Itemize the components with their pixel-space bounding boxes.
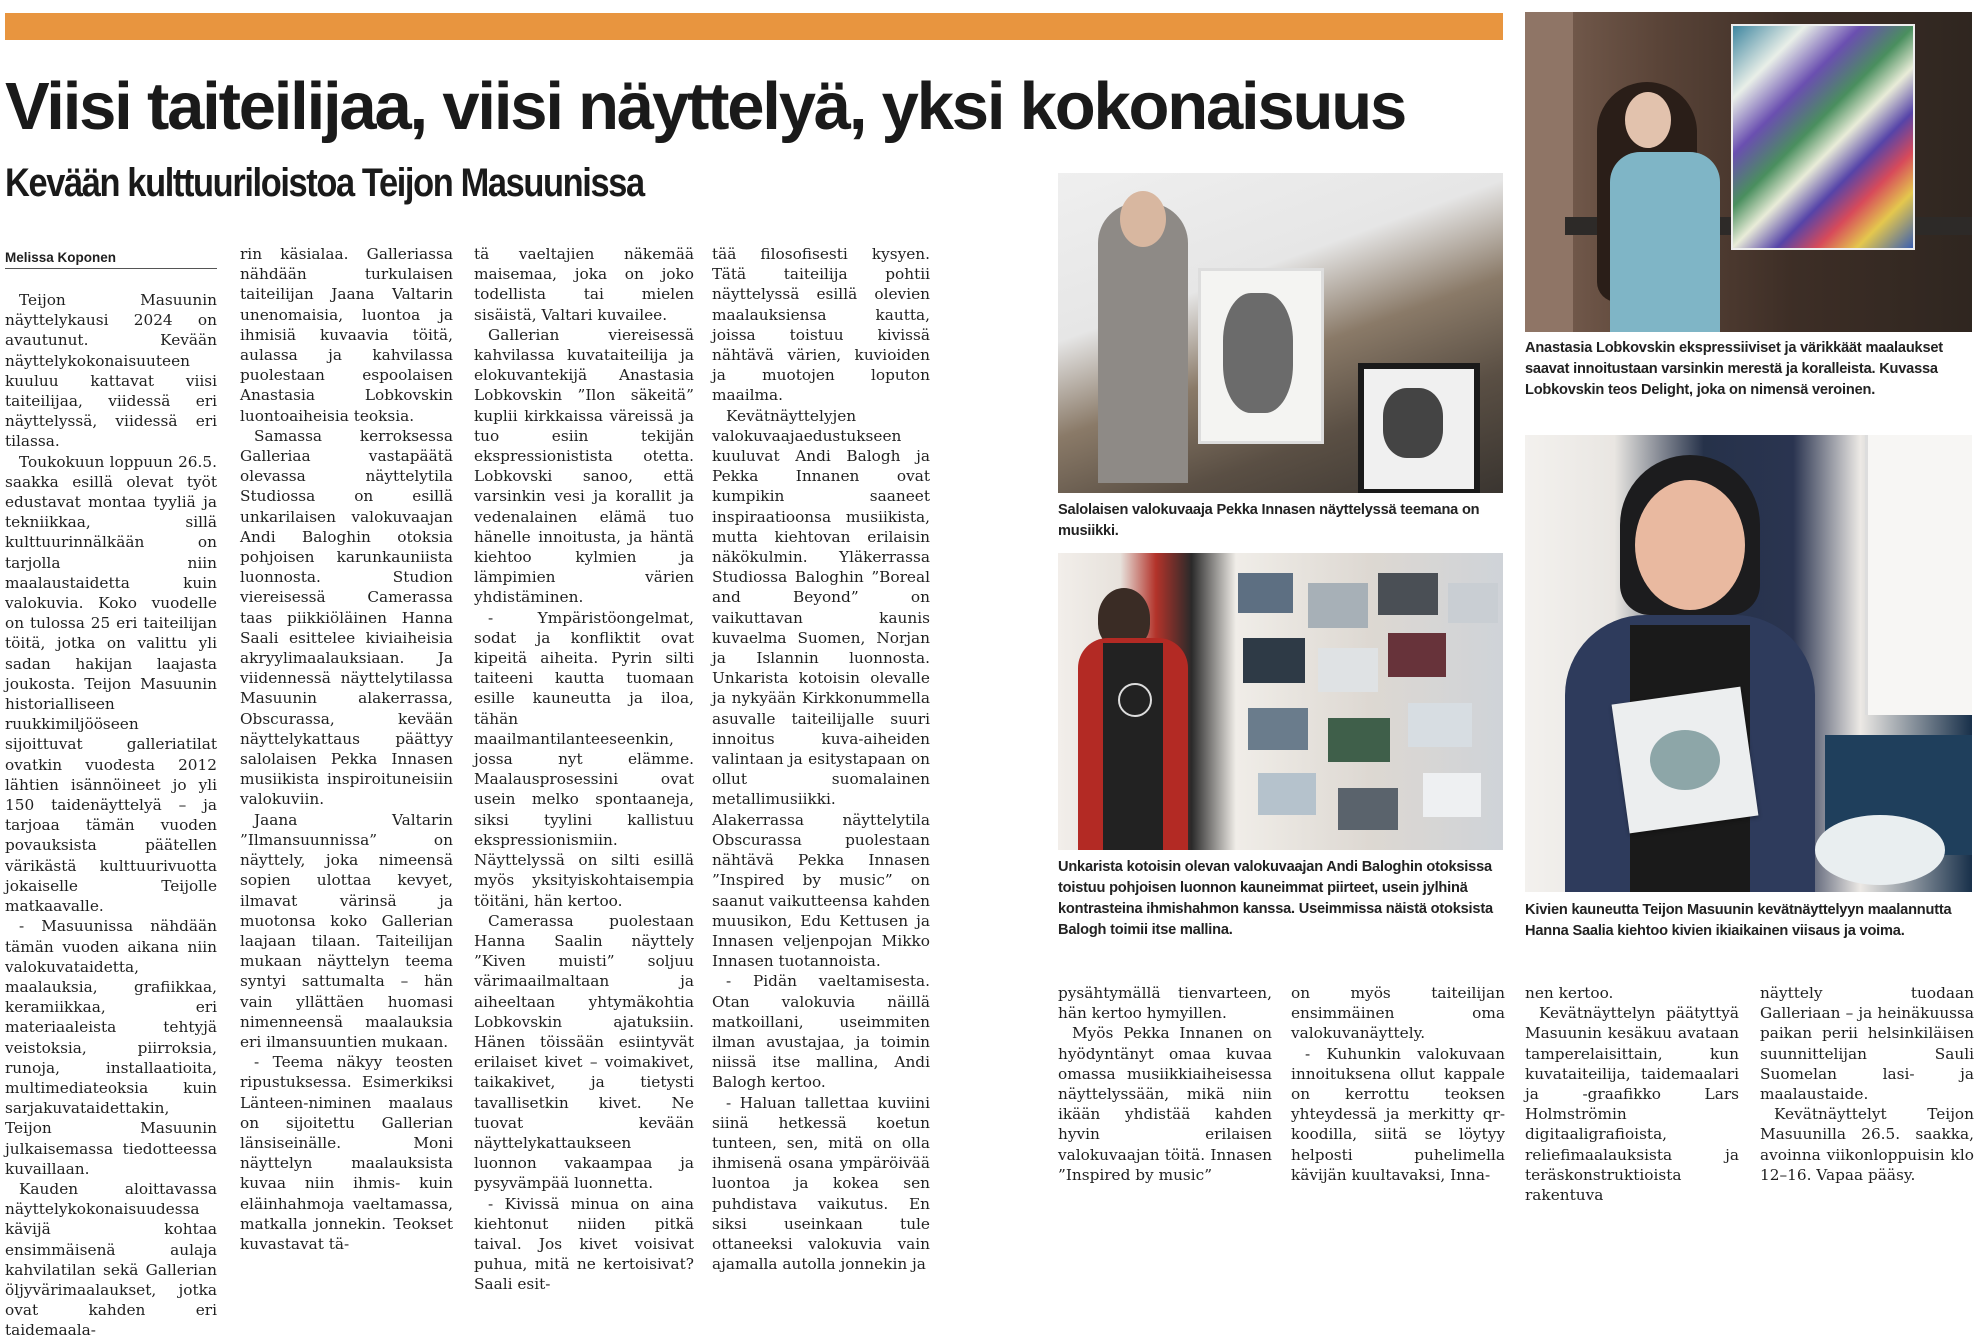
photo-hanna-saali: [1525, 435, 1972, 892]
paragraph: Kevätnäyttelyjen valokuvaajaedustukseen kuuluvat Andi Balogh ja Pekka Innanen ovat kumpikin saaneet inspiraatioonsa musiikista, mutta kiehtovan erilaisin näkökulmin. Yläkerrassa Studiossa Baloghin ”Boreal and Beyond” on vaikuttavan kaunis kuvaelma Suomen, Norjan ja Islannin luonnosta. Unkarista kotoisin olevalle ja nykyään Kirkkonummella asuvalle taiteilijalle suuri innoitus kuva-aiheiden valintaan ja esitystapaan on ollut suomalainen metallimusiikki. Alakerrassa näyttelytila Obscurassa puolestaan nähtävä Pekka Innasen ”Inspired by music” on saanut vaikutteensa kahden muusikon, Edu Kettusen ja Innasen veljenpojan Mikko Innasen tuotannoista.: [712, 406, 930, 971]
paragraph: - Kuhunkin valokuvaan innoituksena ollut kappale on kerrottu teoksen yhteydessä ja merkitty qr-koodilla, siitä se löytyy helposti puhelimella kävijän kuultavaksi, Inna-: [1291, 1044, 1505, 1184]
body-column-8: [1760, 983, 1974, 1185]
photo-caption: Kivien kauneutta Teijon Masuunin kevätnäyttelyyn maalannutta Hanna Saalia kiehtoo kivien ikiaikainen viisaus ja voima.: [1525, 902, 1952, 939]
paragraph: tä vaeltajien näkemää maisemaa, joka on joko todellista tai mielen sisäistä, Valtari kuvailee.: [474, 245, 694, 324]
paragraph: Kauden aloittavassa näyttelykokonaisuudessa kävijä kohtaa ensimmäisenä aulaja kahvilatilan sekä Gallerian öljyvärimaalaukset, jotka ovat kahden eri taidemaala-: [5, 1179, 217, 1340]
paragraph: - Haluan tallettaa kuviini siinä hetkessä koetun tunteen, sen, mitä on olla ihmisenä osana ympäröivää luontoa ja kokea sen puhdistava vaikutus. En siksi useinkaan tule ottaneeksi valokuvia vain ajamalla autolla jonnekin ja: [712, 1093, 930, 1274]
paragraph: Kevätnäyttelyt Teijon Masuunilla 26.5. saakka, avoinna viikonloppuisin klo 12–16. Vapaa pääsy.: [1760, 1105, 1974, 1184]
photo-pekka-innanen: [1058, 173, 1503, 493]
paragraph: - Pidän vaeltamisesta. Otan valokuvia näillä matkoillani, useimmiten ilman avustajaa, ja toimin niissä itse mallina, Andi Balogh kertoo.: [712, 972, 930, 1092]
body-column-1: [5, 290, 217, 1341]
article-subheadline: Kevään kulttuuriloistoa Teijon Masuunissa: [5, 161, 644, 205]
paragraph: rin käsialaa. Galleriassa nähdään turkulaisen taiteilijan Jaana Valtarin unenomaisia, luontoa ja ihmisiä kuvaavia töitä, aulassa ja kahvilassa puolestaan espoolaisen Anastasia Lobkovskin luontoaiheisia teoksia.: [240, 245, 453, 425]
body-column-5: [1058, 983, 1272, 1185]
paragraph: - Teema näkyy teosten ripustuksessa. Esimerkiksi Länteen-niminen maalaus on sijoitettu Gallerian länsiseinälle. Moni näyttelyn maalauksista kuvaa niin ihmis- kuin eläinhahmoja vaeltamassa, matkalla jonnekin. Teokset kuvastavat tä-: [240, 1053, 453, 1253]
photo-caption: Unkarista kotoisin olevan valokuvaajan Andi Baloghin otoksissa toistuu pohjoisen luonnon kauneimmat piirteet, usein jylhinä kontrasteina ihmishahmon kanssa. Useimmissa näistä otoksista Balogh toimii itse mallina.: [1058, 859, 1493, 938]
paragraph: Jaana Valtarin ”Ilmansuunnissa” on näyttely, joka nimeensä sopien ulottaa kevyet, ilmavat värinsä ja muotonsa koko Gallerian laajaan tilaan. Taiteilijan mukaan näyttelyn teema syntyi sattumalta – hän vain yllättäen huomasi nimenneensä maalauksia eri ilmansuuntien mukaan.: [240, 810, 453, 1051]
body-column-3: [474, 244, 694, 1295]
paragraph: nen kertoo.: [1525, 984, 1614, 1002]
photo-anastasia-lobkovski: [1525, 12, 1972, 332]
body-column-7: [1525, 983, 1739, 1205]
article-headline: Viisi taiteilijaa, viisi näyttelyä, yksi kokonaisuus: [5, 69, 1406, 144]
paragraph: Kevätnäyttelyn päätyttyä Masuunin kesäkuu avataan tamperelaisittain, kun kuvataiteilija, taidemaalari ja -graafikko Lars Holmströmin digitaaligrafioista, reliefimaalauksista ja teräskonstruktioista rakentuva: [1525, 1004, 1739, 1205]
paragraph: näyttely tuodaan Galleriaan – ja heinäkuussa paikan perii helsinkiläisen suunnittelijan Sauli Suomelan lasi- ja maalaustaide.: [1760, 984, 1974, 1104]
paragraph: Teijon Masuunin näyttelykausi 2024 on avautunut. Kevään näyttelykokonaisuuteen kuuluu kattavat viisi taiteilijaa, viidessä eri näyttelyssä, viidessä eri tilassa.: [5, 291, 217, 451]
photo-caption: Anastasia Lobkovskin ekspressiiviset ja värikkäät maalaukset saavat innoitustaan varsinkin merestä ja koralleista. Kuvassa Lobkovskin teos Delight, joka on nimensä veroinen.: [1525, 340, 1943, 398]
byline: Melissa Koponen: [5, 250, 217, 269]
body-column-2: [240, 244, 453, 1254]
paragraph: Camerassa puolestaan Hanna Saalin näyttely ”Kiven muisti” soljuu värimaailmaltaan ja aiheeltaan yhtymäkohtia Lobkovskin ajatuksiin. Hänen töissään esiintyvät erilaiset kivet – voimakivet, taikakivet, ja tietysti tavallisetkin kivet. Ne tuovat kevään näyttelykattaukseen luonnon vakaampaa ja pysyvämpää luonnetta.: [474, 911, 694, 1193]
section-accent-bar: [5, 13, 1503, 40]
paragraph: - Ympäristöongelmat, sodat ja konfliktit ovat kipeitä aiheita. Pyrin silti taiteeni kautta tuomaan esille kauneutta ja iloa, tähän maailmantilanteeseenkin, jossa nyt elämme. Maalausprosessini ovat usein melko spontaaneja, siksi tyylini kallistuu ekspressionismiin. Näyttelyssä on silti esillä myös yksityiskohtaisempia töitäni, hän kertoo.: [474, 608, 694, 910]
body-column-6: [1291, 983, 1505, 1185]
paragraph: - Masuunissa nähdään tämän vuoden aikana niin valokuvataidetta, maalauksia, grafiikkaa, keramiikkaa, eri materiaaleista tehtyjä veistoksia, piirroksia, runoja, installaatioita, multimediateoksia kuin sarjakuvataidettakin, Teijon Masuunin julkaisemassa tiedotteessa kuvaillaan.: [5, 917, 217, 1178]
paragraph: pysähtymällä tienvarteen, hän kertoo hymyillen.: [1058, 984, 1272, 1023]
photo-caption: Salolaisen valokuvaaja Pekka Innasen näyttelyssä teemana on musiikki.: [1058, 502, 1480, 539]
paragraph: Gallerian viereisessä kahvilassa kuvataiteilija ja elokuvantekijä Anastasia Lobkovskin ”Ilon säkeitä” kuplii kirkkaissa väreissä ja tuo esiin tekijän ekspressionistista otetta. Lobkovski sanoo, että varsinkin vesi ja korallit ja vedenalainen elämä tuo hänelle innoitusta, ja häntä kiehtoo kylmien ja lämpimien värien yhdistäminen.: [474, 325, 694, 607]
paragraph: on myös taiteilijan ensimmäinen oma valokuvanäyttely.: [1291, 984, 1505, 1043]
paragraph: Samassa kerroksessa Galleriaa vastapäätä olevassa näyttelytila Studiossa on esillä unkarilaisen valokuvaajan Andi Baloghin otoksia pohjoisen karunkauniista luonnosta. Studion viereisessä Camerassa taas piikkiöläinen Hanna Saali esittelee kiviaiheisia akryylimaalauksiaan. Ja viidennessä näyttelytilassa Masuunin alakerrassa, Obscurassa, kevään näyttelykattaus päättyy salolaisen Pekka Innasen musiikista inspiroituneisiin valokuviin.: [240, 426, 453, 809]
paragraph: Myös Pekka Innanen on hyödyntänyt omaa kuvaa omassa musiikkiaiheisessa näyttelyssään, mikä niin ikään yhdistää kahden hyvin erilaisen valokuvaajan töitä. Innasen ”Inspired by music”: [1058, 1024, 1272, 1184]
paragraph: Toukokuun loppuun 26.5. saakka esillä olevat työt edustavat montaa tyyliä ja tekniikkaa, sillä kulttuurinnälkään on tarjolla niin maalaustaidetta kuin valokuvia. Koko vuodelle on tulossa 25 eri taiteilijan töitä, jotka on valittu yli sadan hakijan laajasta joukosta. Teijon Masuunin historialliseen ruukkimiljööseen sijoittuvat galleriatilat ovatkin vuodesta 2012 lähtien isännöineet jo yli 150 taidenäyttelyä – ja tarjoaa tämän vuoden povauksista päätellen värikästä kulttuurivuotta jokaiselle Teijolle matkaavalle.: [5, 452, 217, 916]
body-column-4: [712, 244, 930, 1274]
paragraph: tää filosofisesti kysyen. Tätä taiteilija pohtii näyttelyssä esillä olevien maalauksiensa kautta, joissa toistuu kivissä nähtävä värien, kuvioiden ja muotojen loputon maailma.: [712, 245, 930, 405]
paragraph: - Kivissä minua on aina kiehtonut niiden pitkä taival. Jos kivet voisivat puhua, mitä ne kertoisivat? Saali esit-: [474, 1194, 694, 1294]
photo-andi-balogh: [1058, 553, 1503, 850]
